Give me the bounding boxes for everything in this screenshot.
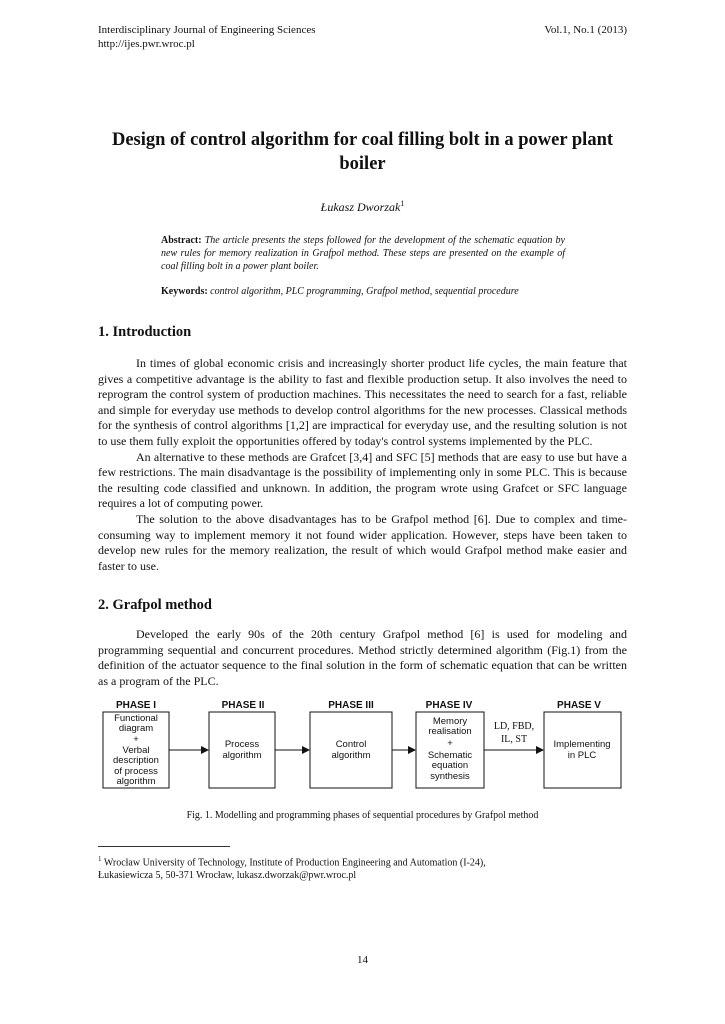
phase-text: Memory	[432, 716, 468, 727]
paper-title: Design of control algorithm for coal filling bolt in a power plant boiler	[111, 130, 614, 174]
volume-info: Vol.1, No.1 (2013)	[544, 24, 627, 36]
paragraph: In times of global economic crisis and increasingly shorter product life cycles, the main feature that gives a competitive advantage is the ability to fast and flexible production setup. It also involves the need to reprogram the control system of production machines. This necessitates the need to search for a fast, reliable and simple for everyday use methods to develop control algorithms for the new processes. Classical methods for the synthesis of control algorithms [1,2] are impractical for everyday use, and the resulting solution is not to use them fully exploit the opportunities offered by today's control systems implemented by the PLC.	[98, 356, 627, 448]
paragraph: The solution to the above disadvantages has to be Grafpol method [6]. Due to complex and time-consuming way to implement memory it not found wider application. However, steps have been taken to develop new rules for the memory realization, the result of which would Grafpol method make easier and faster to use.	[98, 511, 627, 573]
author-name: Łukasz Dworzak	[320, 200, 401, 214]
keywords-text: control algorithm, PLC programming, Grafpol method, sequential procedure	[210, 286, 519, 297]
language-label: IL, ST	[500, 734, 528, 745]
abstract-label: Abstract:	[161, 235, 202, 246]
section-heading-grafpol: 2. Grafpol method	[98, 597, 212, 613]
phase-text: +	[133, 734, 139, 745]
phase-text: Control	[335, 739, 367, 750]
page-number: 14	[357, 954, 368, 966]
paragraph: Developed the early 90s of the 20th century Grafpol method [6] is used for modeling and programming sequential and concurrent procedures. Method strictly determined algorithm (Fig.1) from the definition of the actuator sequence to the final solution in the form of schematic equation that can be written as a program of the PLC.	[98, 627, 627, 688]
author-line	[100, 199, 625, 215]
phase-text: algorithm	[331, 750, 371, 761]
author-footnote-mark: 1	[400, 199, 405, 208]
paragraph: An alternative to these methods are Grafcet [3,4] and SFC [5] methods that are easy to use but have a few restrictions. The main disadvantage is the possibility of implementing only in some PLC. This is because the resulting code classified and unknown. In addition, the program wrote using Grafcet or SFC language requires a lot of computing power.	[98, 449, 627, 511]
phase-text: +	[447, 738, 453, 749]
journal-url[interactable]: http://ijes.pwr.wroc.pl	[98, 38, 195, 50]
phase-text: diagram	[118, 723, 154, 734]
journal-name: Interdisciplinary Journal of Engineering Sciences	[98, 24, 316, 36]
phase-text: Functional	[114, 713, 158, 724]
phase-title: PHASE I	[115, 700, 157, 711]
footnote-divider	[98, 846, 230, 847]
phase-title: PHASE IV	[425, 700, 473, 711]
phase-text: of process	[114, 766, 158, 777]
phase-text: synthesis	[430, 771, 470, 782]
section-heading-introduction: 1. Introduction	[98, 324, 192, 340]
footnote-mark: 1	[98, 855, 102, 863]
phase-text: Schematic	[427, 750, 473, 761]
language-label: LD, FBD,	[493, 721, 535, 732]
keywords-label: Keywords:	[161, 286, 208, 297]
section-body-grafpol	[98, 627, 627, 689]
phase-title: PHASE II	[221, 700, 265, 711]
abstract-text: The article presents the steps followed for the development of the schematic equation by new rules for memory realization in Grafpol method. These steps are presented on the example of coal filling bolt in a power plant boiler.	[161, 235, 565, 272]
phase-text: algorithm	[116, 776, 156, 787]
phase-text: algorithm	[222, 750, 262, 761]
phase-text: Process	[224, 739, 260, 750]
phases-diagram	[98, 694, 628, 794]
footnote-line	[98, 853, 486, 869]
phase-text: Implementing	[553, 739, 611, 750]
phase-title: PHASE V	[557, 700, 601, 711]
phase-text: description	[113, 755, 159, 766]
figure-caption: Fig. 1. Modelling and programming phases of sequential procedures by Grafpol method	[186, 810, 539, 821]
phase-text: equation	[431, 760, 469, 771]
footnote-affiliation: Wrocław University of Technology, Institute of Production Engineering and Automation (I-24),	[103, 857, 486, 869]
keywords	[161, 286, 581, 299]
footnote-address: Łukasiewicza 5, 50-371 Wrocław, lukasz.dworzak@pwr.wroc.pl	[98, 870, 357, 882]
phase-text: Verbal	[122, 745, 150, 756]
footnote	[98, 853, 486, 882]
phase-title: PHASE III	[328, 700, 374, 711]
phase-text: realisation	[428, 726, 472, 737]
abstract	[161, 235, 565, 273]
phase-text: in PLC	[567, 750, 597, 761]
section-body-introduction	[98, 356, 627, 574]
